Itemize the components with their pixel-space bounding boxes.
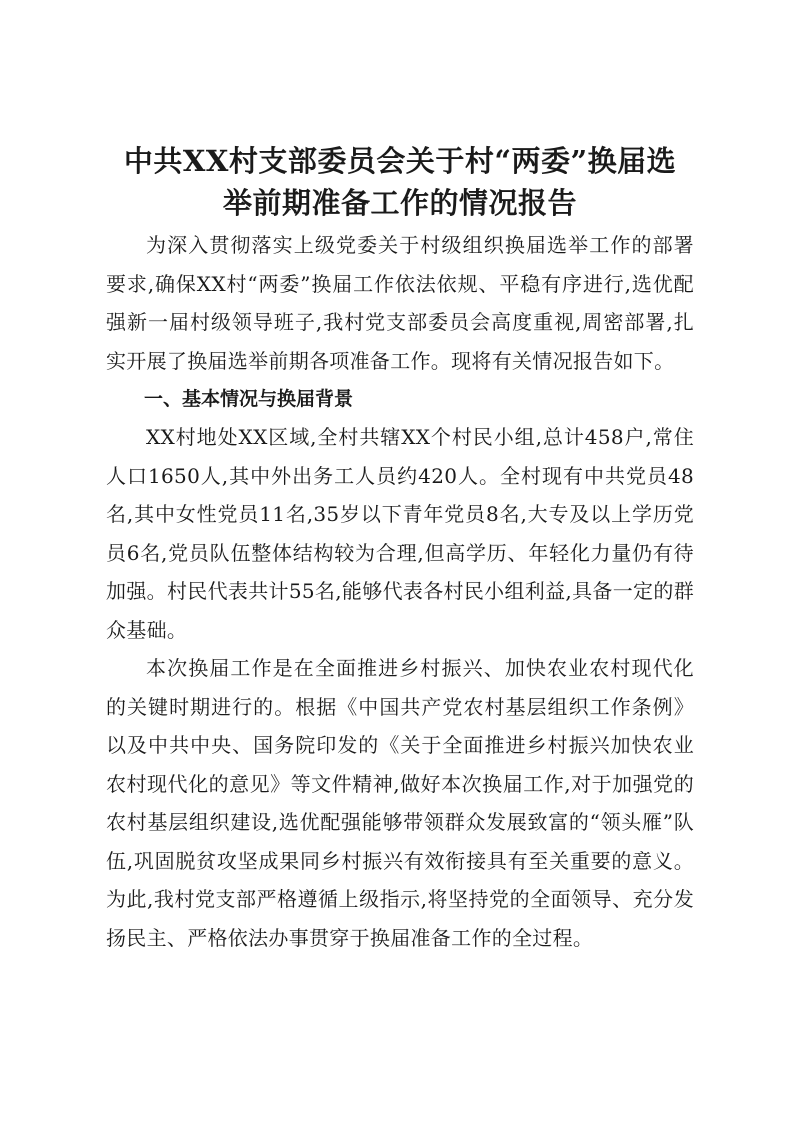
title-line-2: 举前期准备工作的情况报告 <box>222 186 577 220</box>
body-paragraph: 本次换届工作是在全面推进乡村振兴、加快农业农村现代化的关键时期进行的。根据《中国共产党农村基层组织工作条例》以及中共中央、国务院印发的《关于全面推进乡村振兴加快农业农村现代化的意见》等文件精神,做好本次换届工作,对于加强党的农村基层组织建设,选优配强能够带领群众发展致富的“领头雁”队伍,巩固脱贫攻坚成果同乡村振兴有效衔接具有至关重要的意义。为此,我村党支部严格遵循上级指示,将坚持党的全面领导、充分发扬民主、严格依法办事贯穿于换届准备工作的全过程。 <box>106 656 694 950</box>
section-heading: 一、基本情况与换届背景 <box>144 388 354 410</box>
document-page <box>106 140 694 957</box>
intro-paragraph: 为深入贯彻落实上级党委关于村级组织换届选举工作的部署要求,确保XX村“两委”换届工作依法依规、平稳有序进行,选优配强新一届村级领导班子,我村党支部委员会高度重视,周密部署,扎实开展了换届选举前期各项准备工作。现将有关情况报告如下。 <box>106 233 694 373</box>
document-title <box>106 140 694 224</box>
title-line-1: 中共XX村支部委员会关于村“两委”换届选 <box>123 144 677 178</box>
body-paragraph: XX村地处XX区域,全村共辖XX个村民小组,总计458户,常住人口1650人,其中外出务工人员约420人。全村现有中共党员48名,其中女性党员11名,35岁以下青年党员8名,大专及以上学历党员6名,党员队伍整体结构较为合理,但高学历、年轻化力量仍有待加强。村民代表共计55名,能够代表各村民小组利益,具备一定的群众基础。 <box>106 425 694 642</box>
